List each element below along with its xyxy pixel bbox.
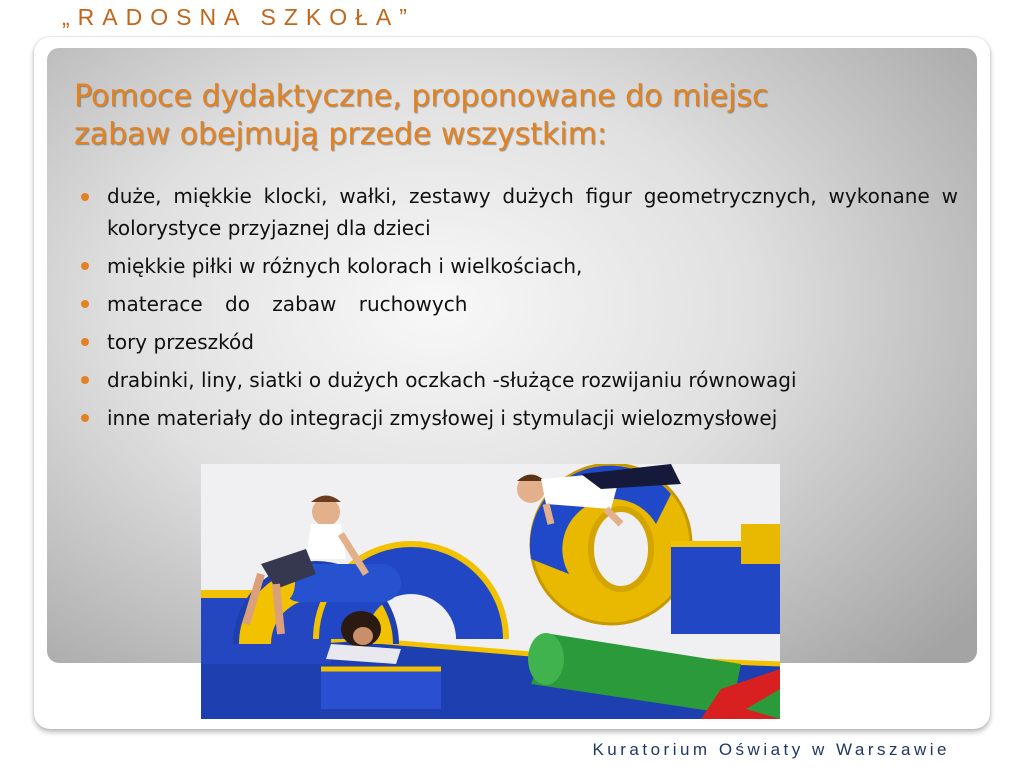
bullet-dot-icon <box>81 262 89 270</box>
slide-title-line-2: zabaw obejmują przede wszystkim: <box>74 117 608 152</box>
bullet-text: tory przeszkód <box>107 330 254 354</box>
slide-title <box>74 78 769 154</box>
slide-title-line-1: Pomoce dydaktyczne, proponowane do miejsc <box>74 79 769 114</box>
bullet-item <box>78 249 958 283</box>
bullet-item <box>78 401 958 435</box>
bullet-dot-icon <box>81 300 89 308</box>
header-title: „RADOSNA SZKOŁA” <box>62 4 415 30</box>
bullet-item <box>78 325 958 359</box>
soft-play-blocks-photo <box>201 464 780 719</box>
bullet-text: inne materiały do integracji zmysłowej i stymulacji wielozmysłowej <box>107 406 778 430</box>
bullet-text: materace do zabaw ruchowych <box>107 292 468 316</box>
bullet-dot-icon <box>81 376 89 384</box>
bullet-text: drabinki, liny, siatki o dużych oczkach -służące rozwijaniu równowagi <box>107 368 797 392</box>
bullet-list <box>78 180 958 439</box>
bullet-dot-icon <box>81 338 89 346</box>
bullet-item <box>78 363 958 397</box>
footer-text: Kuratorium Oświaty w Warszawie <box>592 740 950 759</box>
bullet-text: duże, miękkie klocki, wałki, zestawy dużych figur geometrycznych, wykonane w kolorystyce przyjaznej dla dzieci <box>107 184 958 240</box>
bullet-text: miękkie piłki w różnych kolorach i wielkościach, <box>107 254 583 278</box>
bullet-dot-icon <box>81 414 89 422</box>
bullet-dot-icon <box>81 193 89 201</box>
bullet-item <box>78 180 958 244</box>
bullet-item <box>78 287 958 321</box>
